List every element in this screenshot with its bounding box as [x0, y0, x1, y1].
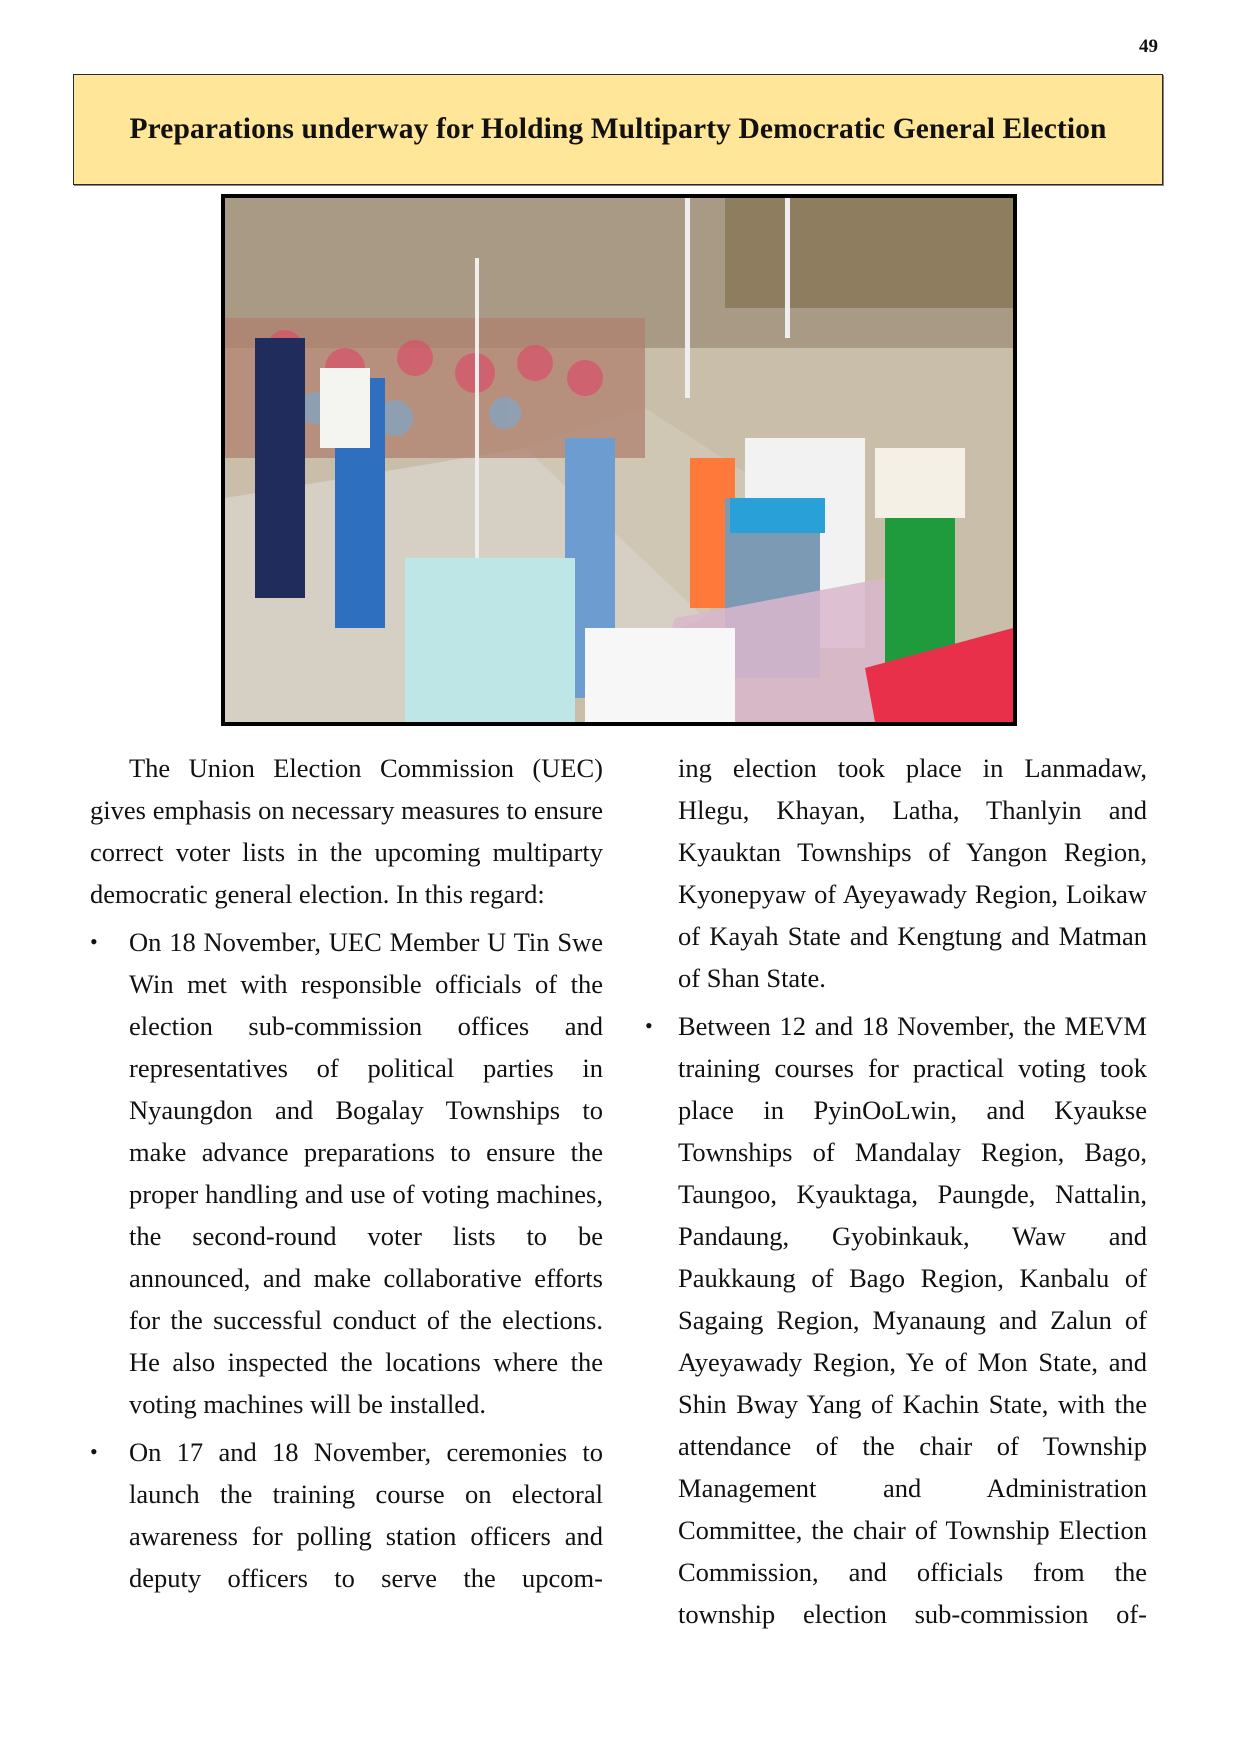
list-item: [645, 1005, 1147, 1635]
bullet-icon: •: [90, 1439, 98, 1464]
continuation-paragraph: ing election took place in Lanmadaw, Hlegu, Khayan, Latha, Thanlyin and Kyauktan Townships of Yangon Region, Kyonepyaw of Ayeyawady Region, Loikaw of Kayah State and Kengtung and Matman of Shan State.: [678, 753, 1147, 993]
list-item: [90, 921, 603, 1425]
bullet-text: On 17 and 18 November, ceremonies to launch the training course on electoral awareness for polling station officers and deputy officers to serve the upcom-: [129, 1437, 603, 1593]
right-column: [645, 747, 1147, 1635]
intro-paragraph: The Union Election Commission (UEC) gives emphasis on necessary measures to ensure correct voter lists in the upcoming multiparty democratic general election. In this regard:: [90, 753, 603, 909]
photo-icon: [225, 198, 1013, 722]
bullet-text: On 18 November, UEC Member U Tin Swe Win met with responsible officials of the election sub-commission offices and representatives of political parties in Nyaungdon and Bogalay Townships to make advance preparations to ensure the proper handling and use of voting machines, the second-round voter lists to be announced, and make collaborative efforts for the successful conduct of the elections. He also inspected the locations where the voting machines will be installed.: [129, 927, 603, 1419]
article-title: Preparations underway for Holding Multiparty Democratic General Election: [129, 113, 1107, 145]
page-number: 49: [1139, 36, 1158, 57]
bullet-icon: •: [645, 1013, 653, 1038]
bullet-text: Between 12 and 18 November, the MEVM training courses for practical voting took place in PyinOoLwin, and Kyaukse Townships of Mandalay Region, Bago, Taungoo, Kyauktaga, Paungde, Nattalin, Pandaung, Gyobinkauk, Waw and Paukkaung of Bago Region, Kanbalu of Sagaing Region, Myanaung and Zalun of Ayeyawady Region, Ye of Mon State, and Shin Bway Yang of Kachin State, with the attendance of the chair of Township Management and Administration Committee, the chair of Township Election Commission, and officials from the township election sub-commission of-: [678, 1011, 1147, 1629]
left-column: [90, 747, 603, 1599]
article-photo: [221, 194, 1017, 726]
list-item: [90, 1431, 603, 1599]
article-header-box: [73, 74, 1163, 185]
bullet-icon: •: [90, 929, 98, 954]
